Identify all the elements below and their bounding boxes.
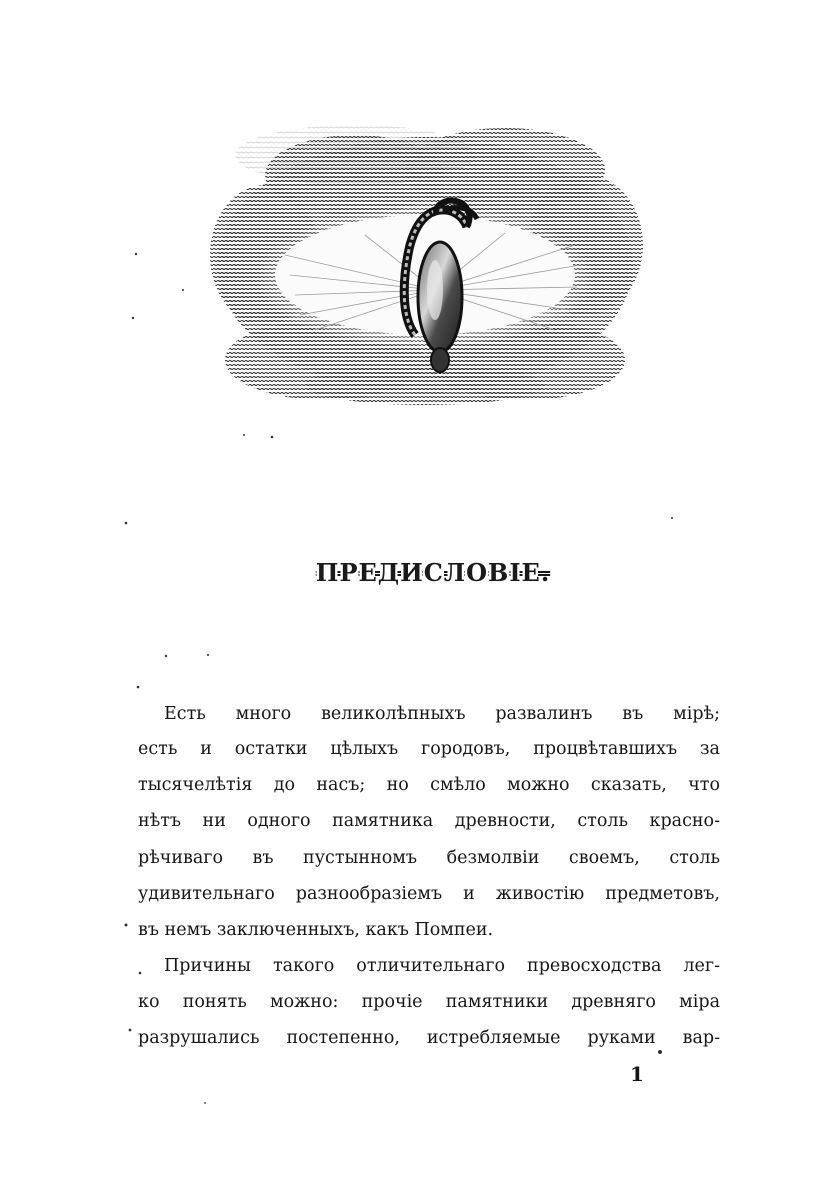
text-line: Есть много великолѣпныхъ развалинъ въ мірѣ; — [164, 704, 720, 724]
text-line: разрушались постепенно, истребляемые руками вар- — [138, 1028, 720, 1048]
text-line: есть и остатки цѣлыхъ городовъ, процвѣтавшихъ за — [138, 739, 720, 759]
text-line: рѣчиваго въ пустынномъ безмолвіи своемъ, столь — [138, 848, 720, 868]
text-line: удивительнаго разнообразіемъ и живостію предметовъ, — [138, 884, 720, 904]
text-line: Причины такого отличительнаго превосходства лег- — [164, 956, 720, 976]
text-line: ко понять можно: прочіе памятники древняго міра — [138, 992, 720, 1012]
page-number: 1 — [630, 1062, 644, 1086]
serpent-mirror-vignette-icon — [205, 115, 645, 410]
chapter-heading: ПРЕДИСЛОВІЕ. — [315, 558, 551, 587]
text-line: тысячелѣтія до насъ; но смѣло можно сказать, что — [138, 775, 720, 795]
text-line: въ немъ заключенныхъ, какъ Помпеи. — [138, 920, 494, 940]
text-line: нѣтъ ни одного памятника древности, столь красно- — [138, 811, 720, 831]
